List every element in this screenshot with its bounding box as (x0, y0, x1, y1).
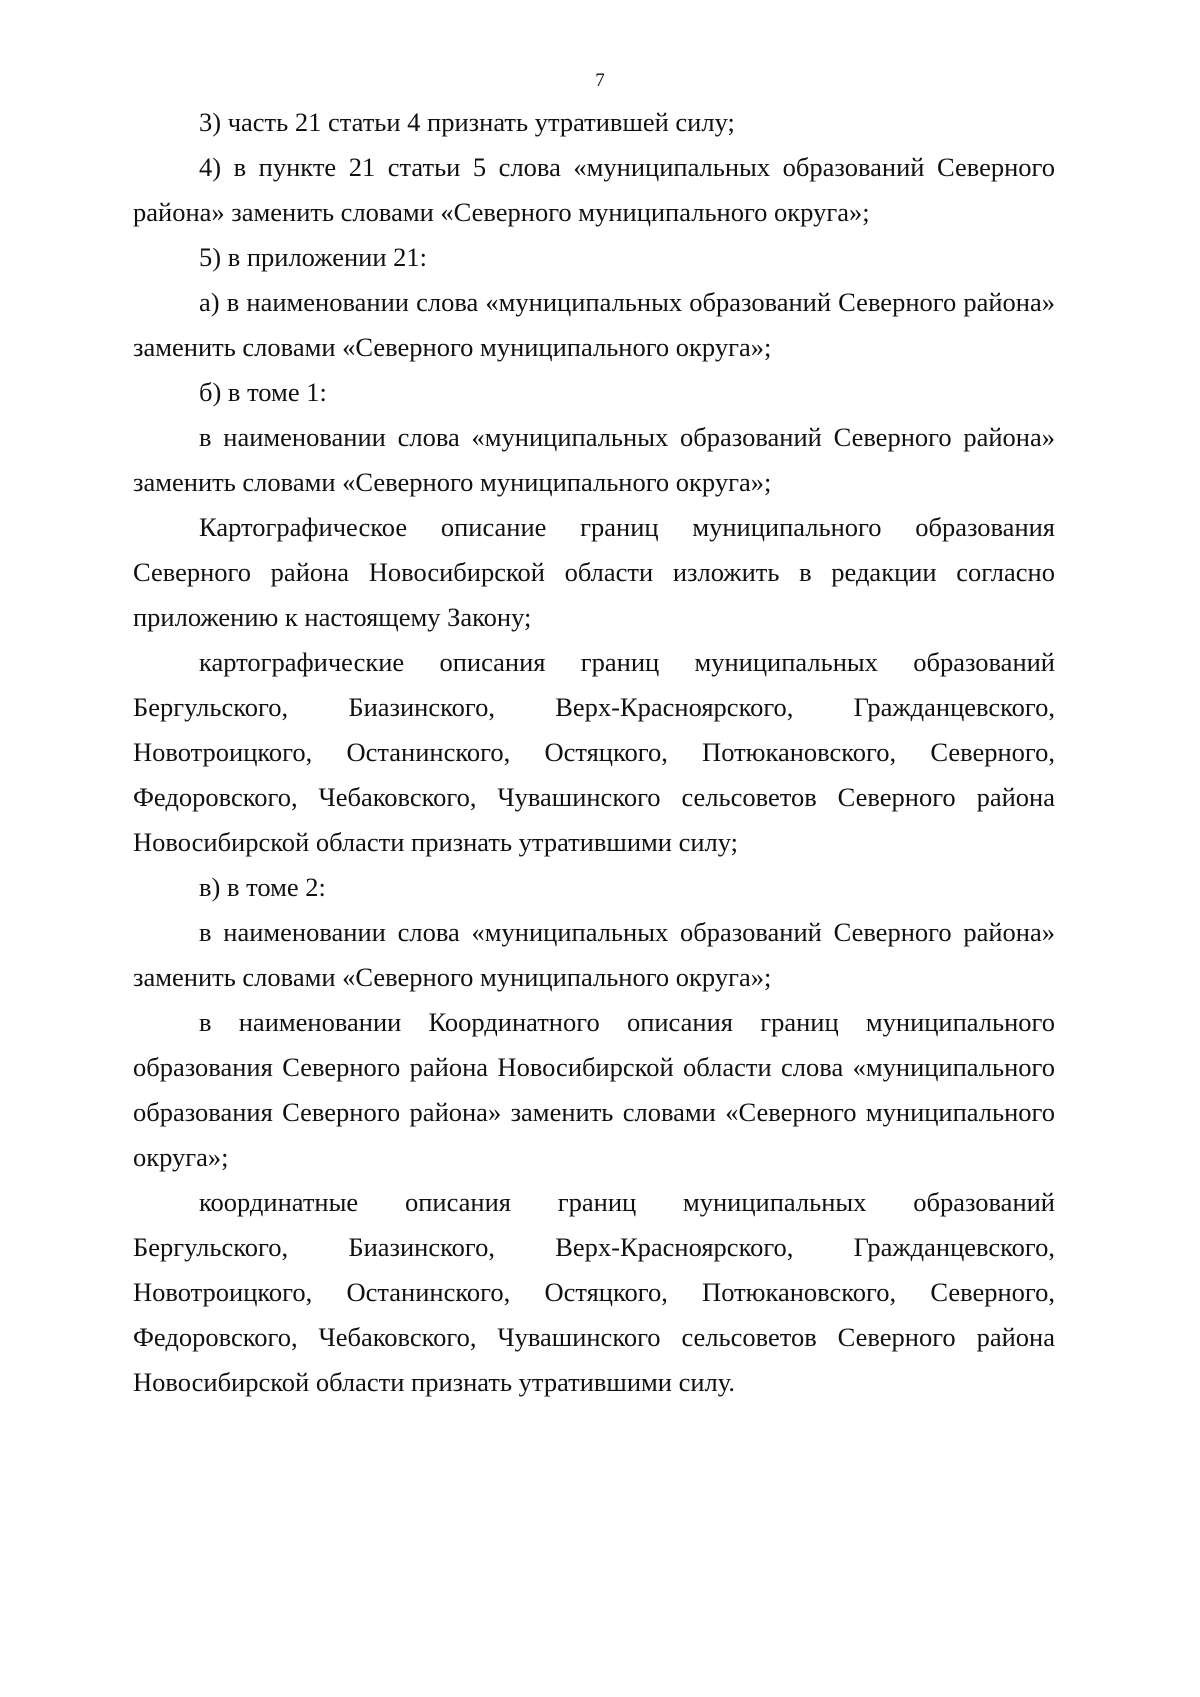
volume-2-title-change: в наименовании слова «муниципальных образований Северного района» заменить словами «Северного муниципального округа»; (133, 917, 1055, 992)
volume-1-title-change: в наименовании слова «муниципальных образований Северного района» заменить словами «Северного муниципального округа»; (133, 422, 1055, 497)
paragraph-item-5: 5) в приложении 21: (199, 242, 428, 272)
volume-1-cartographic-description: Картографическое описание границ муниципального образования Северного района Новосибирской области изложить в редакции согласно приложению к настоящему Закону; (133, 512, 1055, 632)
volume-1-repealed-descriptions: картографические описания границ муниципальных образований Бергульского, Биазинского, Верх-Красноярского, Гражданцевского, Новотроицкого, Останинского, Остяцкого, Потюкановского, Северного, Федоровского, Чебаковского, Чувашинского сельсоветов Северного района Новосибирской области признать утратившими силу; (133, 647, 1055, 857)
subparagraph-a: а) в наименовании слова «муниципальных образований Северного района» заменить словами «Северного муниципального округа»; (133, 287, 1055, 362)
paragraph-item-4: 4) в пункте 21 статьи 5 слова «муниципальных образований Северного района» заменить словами «Северного муниципального округа»; (133, 152, 1055, 227)
paragraph-item-3: 3) часть 21 статьи 4 признать утратившей силу; (199, 107, 735, 137)
page-number: 7 (595, 70, 605, 91)
volume-2-repealed-descriptions: координатные описания границ муниципальных образований Бергульского, Биазинского, Верх-Красноярского, Гражданцевского, Новотроицкого, Останинского, Остяцкого, Потюкановского, Северного, Федоровского, Чебаковского, Чувашинского сельсоветов Северного района Новосибирской области признать утратившими силу. (133, 1187, 1055, 1397)
volume-2-coordinate-description-title: в наименовании Координатного описания границ муниципального образования Северного района Новосибирской области слова «муниципального образования Северного района» заменить словами «Северного муниципального округа»; (133, 1007, 1055, 1172)
subparagraph-v: в) в томе 2: (199, 872, 326, 902)
subparagraph-b: б) в томе 1: (199, 377, 327, 407)
document-body (133, 100, 1055, 1405)
